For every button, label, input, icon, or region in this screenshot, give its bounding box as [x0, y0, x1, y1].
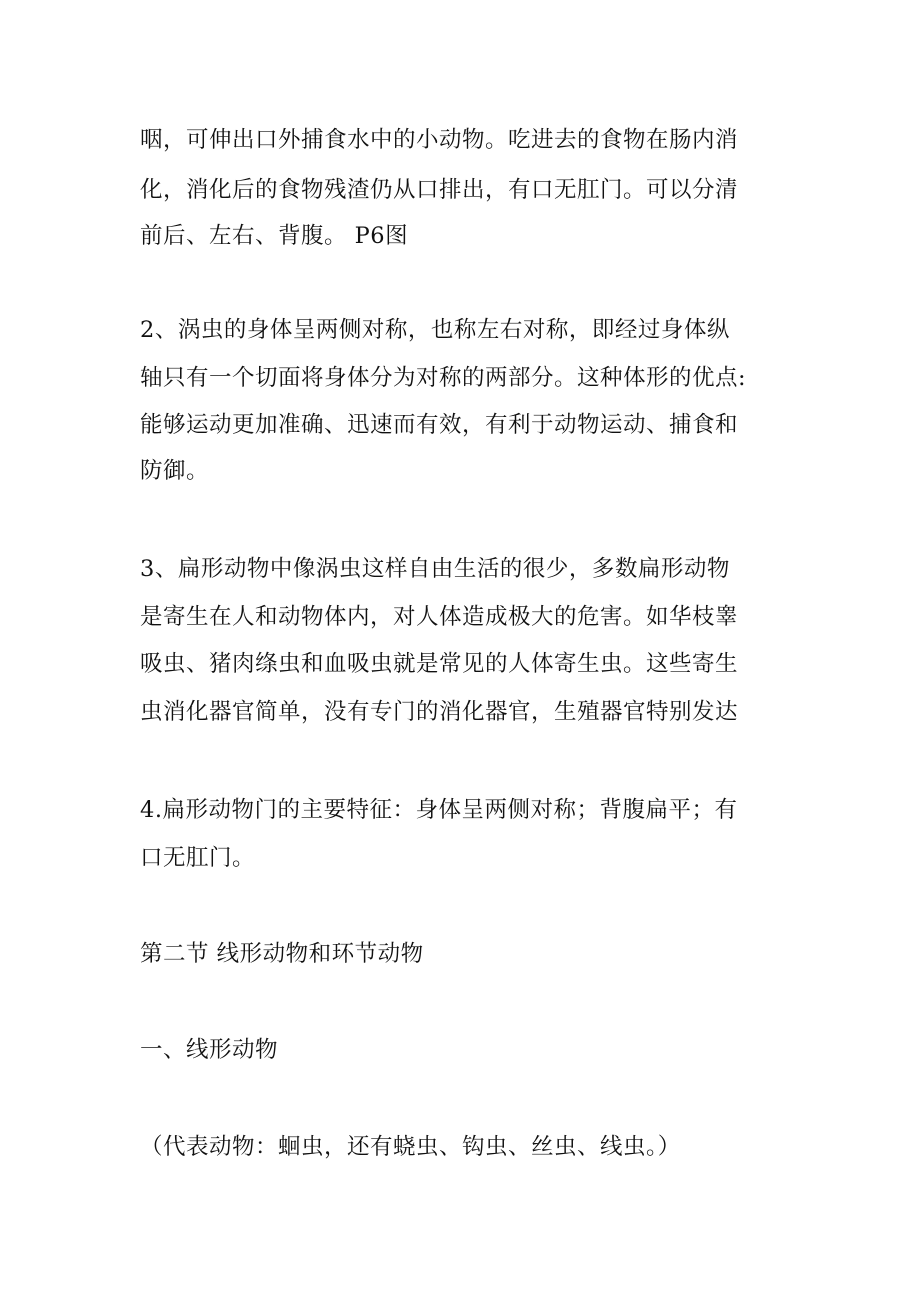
section-title: 第二节 线形动物和环节动物	[140, 941, 424, 967]
text-line: 吸虫、猪肉绦虫和血吸虫就是常见的人体寄生虫。这些寄生	[140, 651, 739, 677]
text-line: 前后、左右、背腹。 P6图	[140, 223, 409, 249]
text-line: 2、涡虫的身体呈两侧对称，也称左右对称，即经过身体纵	[140, 317, 730, 343]
text-line: 能够运动更加准确、迅速而有效，有利于动物运动、捕食和	[140, 412, 739, 438]
text-line: 轴只有一个切面将身体分为对称的两部分。这种体形的优点:	[140, 365, 747, 391]
text-line: （代表动物：蛔虫，还有蛲虫、钩虫、丝虫、线虫。）	[140, 1134, 681, 1160]
subsection-title: 一、线形动物	[140, 1037, 279, 1063]
text-line: 防御。	[140, 458, 210, 484]
text-line: 咽，可伸出口外捕食水中的小动物。吃进去的食物在肠内消	[140, 127, 739, 153]
text-line: 3、扁形动物中像涡虫这样自由生活的很少，多数扁形动物	[140, 556, 730, 582]
text-line: 口无肛门。	[140, 845, 256, 871]
text-line: 化，消化后的食物残渣仍从口排出，有口无肛门。可以分清	[140, 177, 739, 203]
text-line: 虫消化器官简单，没有专门的消化器官，生殖器官特别发达	[140, 699, 739, 725]
text-line: 是寄生在人和动物体内，对人体造成极大的危害。如华枝睾	[140, 604, 739, 630]
text-line: 4.扁形动物门的主要特征：身体呈两侧对称；背腹扁平；有	[140, 797, 738, 823]
